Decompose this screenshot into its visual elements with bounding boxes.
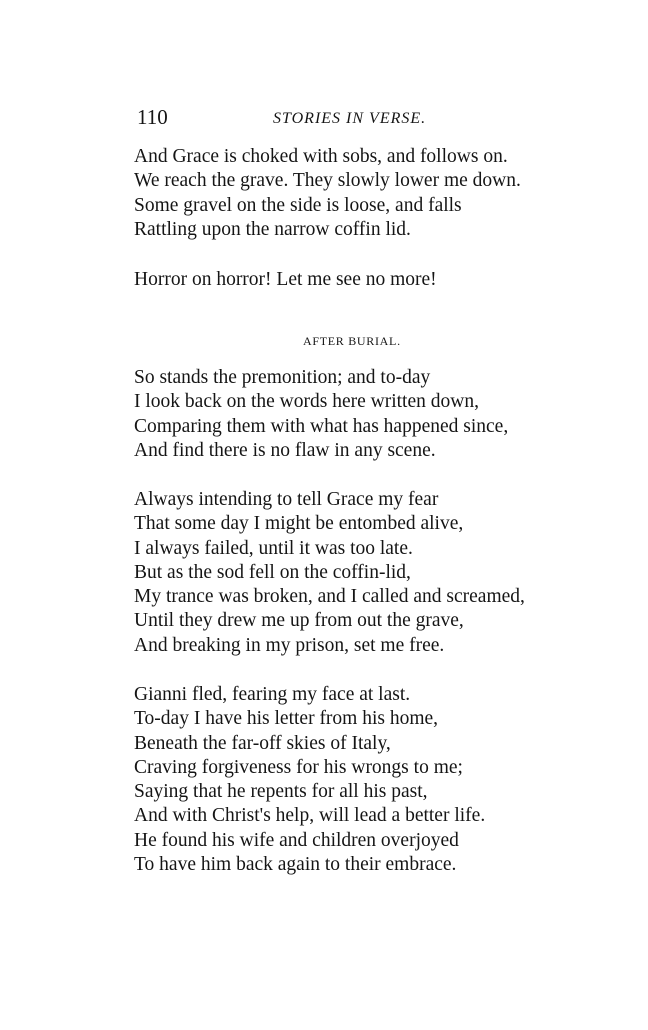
verse-line: Beneath the far-off skies of Italy, [134,732,391,754]
verse-line: My trance was broken, and I called and screamed, [134,586,525,608]
verse-line: To have him back again to their embrace. [134,854,457,876]
verse-line: To-day I have his letter from his home, [134,708,439,730]
section-heading: AFTER BURIAL. [303,334,401,348]
stanza-4 [134,488,644,658]
verse-line: Saying that he repents for all his past, [134,781,428,803]
stanza-1 [134,145,644,242]
verse-line: And Grace is choked with sobs, and follows on. [134,146,508,167]
verse-line: I look back on the words here written down, [134,391,479,413]
verse-line: But as the sod fell on the coffin-lid, [134,561,411,583]
verse-line: He found his wife and children overjoyed [134,829,459,851]
verse-line: Gianni fled, fearing my face at last. [134,684,411,705]
verse-line: Comparing them with what has happened since, [134,415,509,437]
verse-line: And with Christ's help, will lead a better life. [134,805,486,827]
verse-line: And breaking in my prison, set me free. [134,634,445,656]
verse-line: So stands the premonition; and to-day [134,367,431,388]
stanza-5 [134,683,644,877]
running-head: STORIES IN VERSE. [273,110,427,127]
verse-line: Craving forgiveness for his wrongs to me; [134,756,463,778]
verse-line: Until they drew me up from out the grave, [134,610,464,632]
verse-line: We reach the grave. They slowly lower me down. [134,170,521,192]
stanza-3 [134,366,644,463]
page-number: 110 [137,105,168,129]
stanza-2 [134,268,644,292]
verse-line: Always intending to tell Grace my fear [134,489,439,510]
verse-line: That some day I might be entombed alive, [134,513,464,535]
verse-line: I always failed, until it was too late. [134,537,413,559]
verse-line: Horror on horror! Let me see no more! [134,269,437,290]
verse-line: Rattling upon the narrow coffin lid. [134,218,411,240]
page-header [137,103,587,131]
verse-line: Some gravel on the side is loose, and falls [134,194,462,216]
verse-line: And find there is no flaw in any scene. [134,439,436,461]
